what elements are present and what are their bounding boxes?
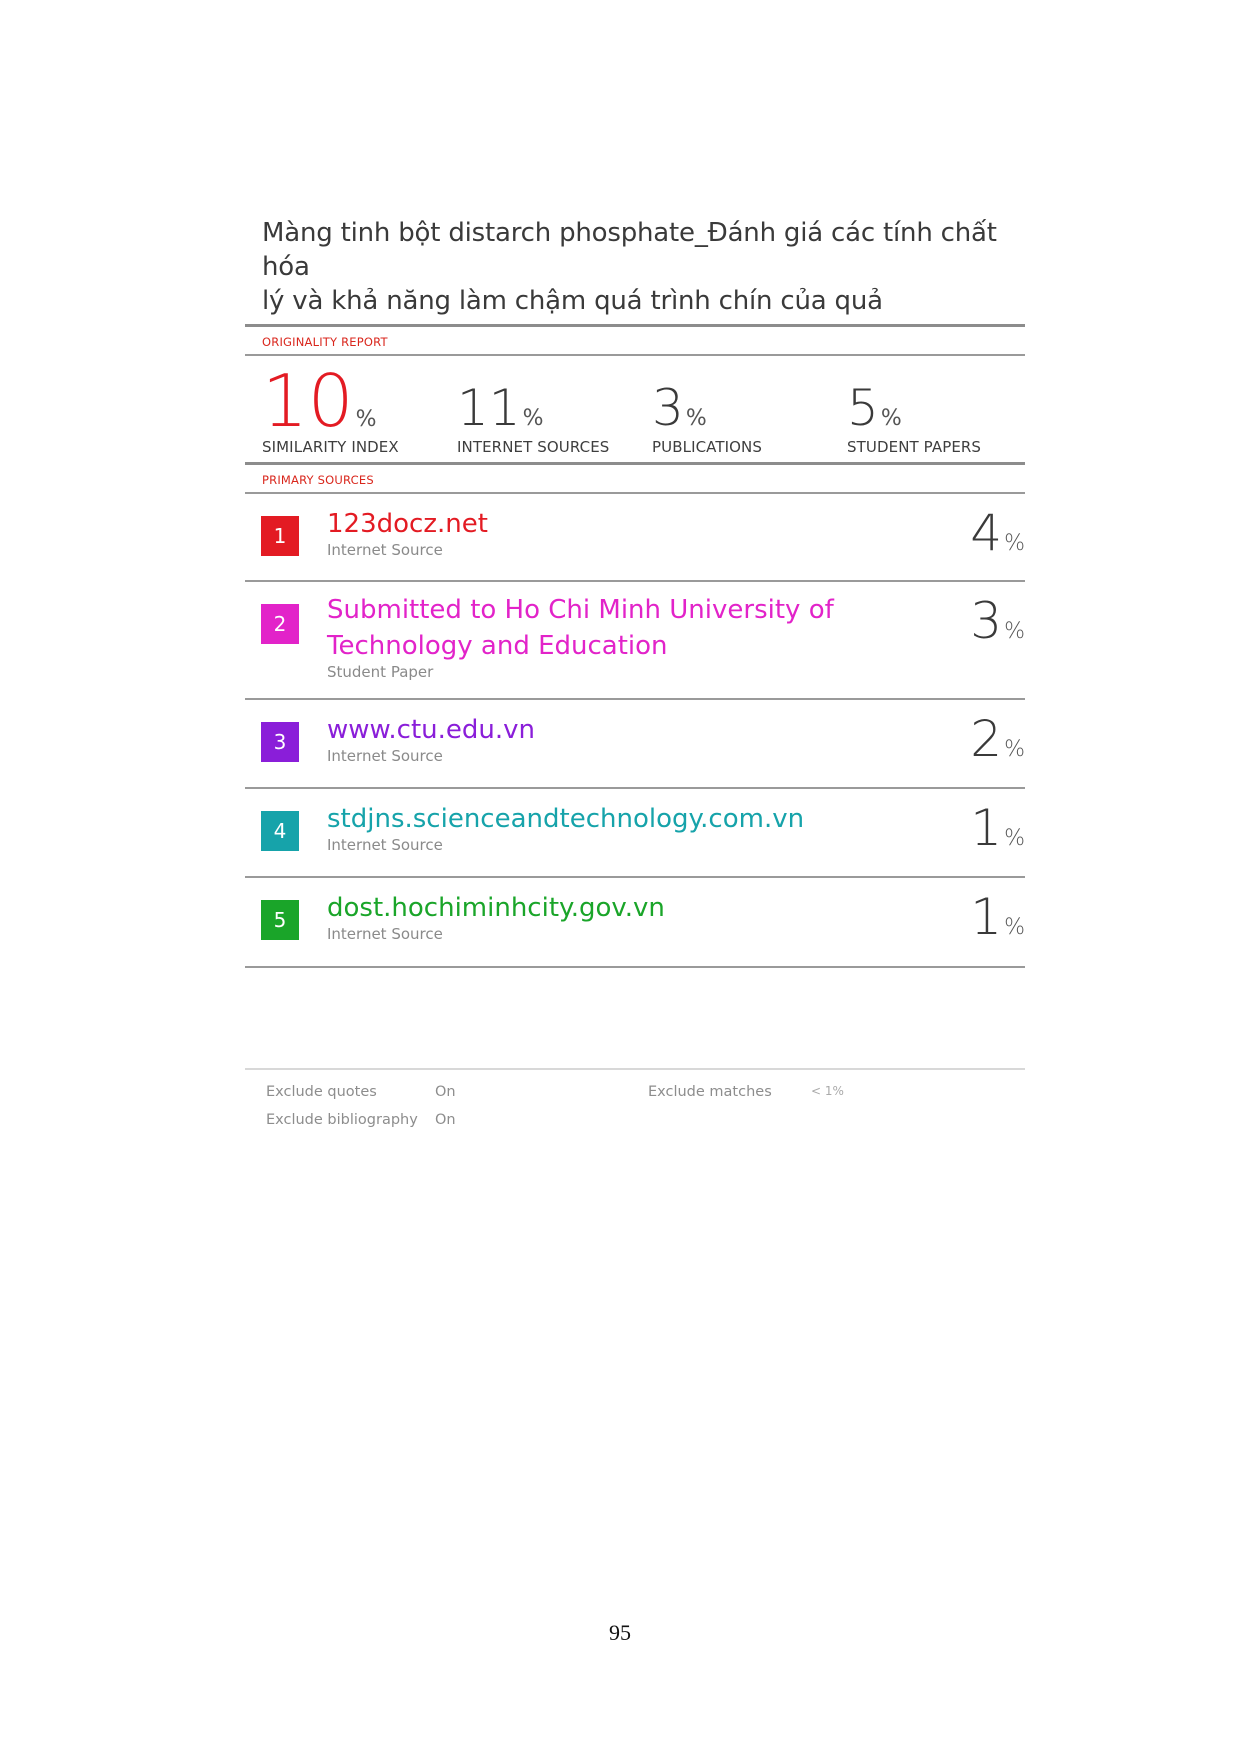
student-papers-value: 5 (847, 379, 879, 437)
source-rank-badge: 5 (261, 900, 299, 940)
source-percent (970, 799, 1025, 857)
source-percent (970, 888, 1025, 946)
student-papers-label: STUDENT PAPERS (847, 438, 982, 456)
publications-label: PUBLICATIONS (652, 438, 763, 456)
source-row[interactable] (245, 582, 1025, 700)
originality-report-label: ORIGINALITY REPORT (262, 335, 388, 349)
source-row[interactable] (245, 700, 1025, 789)
percent-sign: % (1004, 531, 1025, 556)
source-percent-value: 1 (970, 888, 1003, 946)
exclude-bibliography-value: On (435, 1112, 456, 1128)
percent-sign: % (355, 407, 377, 432)
percent-sign: % (522, 406, 544, 431)
exclude-quotes-value: On (435, 1084, 456, 1100)
source-type: Internet Source (327, 836, 443, 854)
originality-report (245, 216, 1025, 968)
percent-sign: % (880, 406, 902, 431)
source-rank-badge: 3 (261, 722, 299, 762)
source-name[interactable]: dost.hochiminhcity.gov.vn (327, 893, 665, 923)
exclude-bibliography-label: Exclude bibliography (266, 1112, 418, 1128)
source-percent (970, 710, 1025, 768)
percent-sign: % (1004, 826, 1025, 851)
source-percent-value: 3 (970, 592, 1003, 650)
report-settings-footer (245, 1068, 1025, 1140)
exclude-matches-label: Exclude matches (648, 1084, 772, 1100)
page-number: 95 (609, 1620, 631, 1645)
source-percent-value: 1 (970, 799, 1003, 857)
document-title (245, 216, 1025, 318)
source-percent-value: 2 (970, 710, 1003, 768)
source-type: Internet Source (327, 541, 443, 559)
percent-sign: % (685, 406, 707, 431)
source-name[interactable] (327, 592, 834, 664)
source-row[interactable] (245, 878, 1025, 968)
source-name[interactable]: www.ctu.edu.vn (327, 715, 536, 745)
source-rank-badge: 4 (261, 811, 299, 851)
source-type: Internet Source (327, 925, 443, 943)
source-type: Internet Source (327, 747, 443, 765)
internet-sources-label: INTERNET SOURCES (457, 438, 610, 456)
similarity-label: SIMILARITY INDEX (262, 438, 399, 456)
percent-sign: % (1004, 915, 1025, 940)
similarity-value: 10 (262, 359, 354, 443)
stat-student-papers (847, 370, 982, 456)
publications-value: 3 (652, 379, 684, 437)
stat-internet-sources (457, 370, 652, 456)
stats-row (245, 356, 1025, 458)
internet-sources-value: 11 (457, 379, 521, 437)
source-name[interactable]: stdjns.scienceandtechnology.com.vn (327, 804, 805, 834)
source-type: Student Paper (327, 663, 434, 681)
source-name[interactable]: 123docz.net (327, 509, 488, 539)
source-rank-badge: 1 (261, 516, 299, 556)
source-row[interactable] (245, 494, 1025, 582)
source-percent (970, 592, 1025, 650)
source-percent (970, 504, 1025, 562)
source-percent-value: 4 (970, 504, 1003, 562)
source-name-line-1: Submitted to Ho Chi Minh University of (327, 595, 834, 625)
stat-similarity-index (262, 359, 457, 456)
source-rank-badge: 2 (261, 604, 299, 644)
stat-publications (652, 370, 847, 456)
percent-sign: % (1004, 619, 1025, 644)
source-row[interactable] (245, 789, 1025, 878)
exclude-matches-value: < 1% (811, 1084, 844, 1098)
exclude-quotes-label: Exclude quotes (266, 1084, 377, 1100)
title-line-1: Màng tinh bột distarch phosphate_Đánh giá các tính chất hóa (262, 218, 997, 282)
source-name-line-2: Technology and Education (327, 631, 668, 661)
percent-sign: % (1004, 737, 1025, 762)
title-line-2: lý và khả năng làm chậm quá trình chín của quả (262, 286, 883, 316)
primary-sources-label: PRIMARY SOURCES (262, 473, 374, 487)
